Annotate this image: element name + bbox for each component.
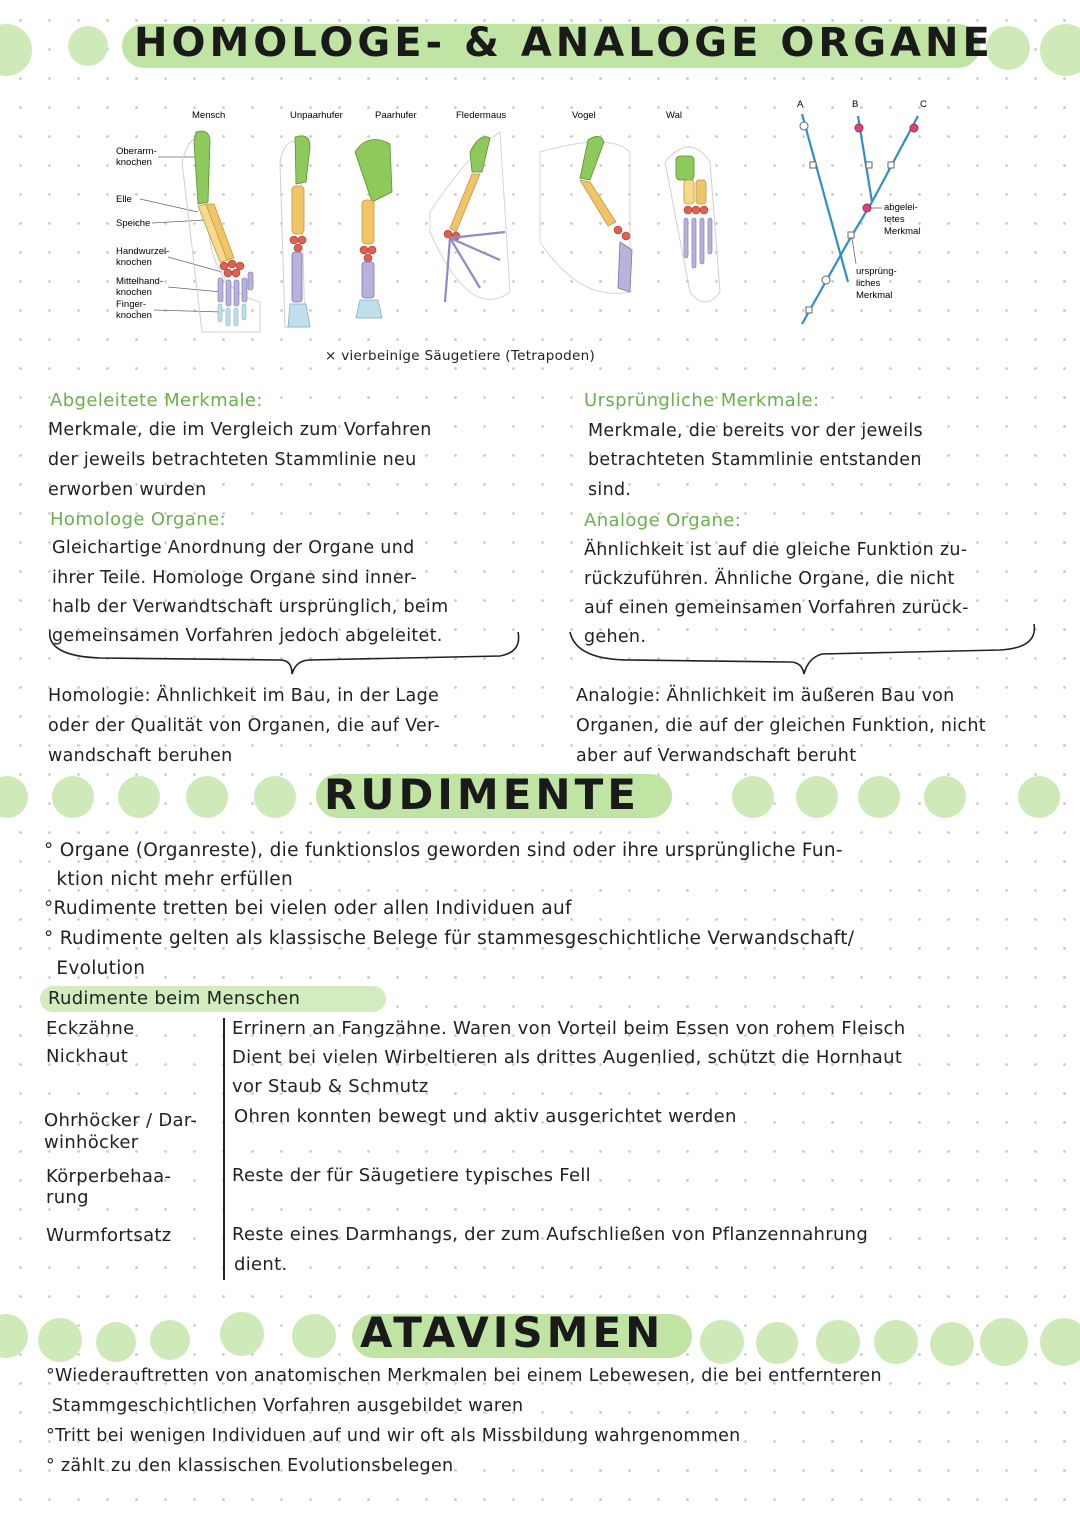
analog-title: Analoge Organe: — [584, 510, 742, 531]
rudiment-text: Reste eines Darmhangs, der zum Aufschließen von Pflanzennahrung — [232, 1224, 869, 1245]
rudiment-text: Dient bei vielen Wirbeltieren als drittes Augenlied, schützt die Hornhaut — [232, 1047, 903, 1068]
animal-name: Unpaarhufer — [290, 110, 343, 121]
section-dot — [0, 1314, 28, 1358]
tree-derived-label: Merkmal — [884, 226, 921, 237]
homolog-line: Gleichartige Anordnung der Organe und — [52, 538, 415, 558]
homolog-line: halb der Verwandtschaft ursprünglich, beim — [52, 597, 449, 617]
rudimente-bullet: ° Organe (Organreste), die funktionslos geworden sind oder ihre ursprüngliche Fun- — [44, 840, 843, 861]
rudiment-label: winhöcker — [44, 1132, 139, 1153]
section-dot — [52, 776, 94, 818]
section-dot — [796, 776, 838, 818]
atavismen-bullet: °Wiederauftretten von anatomischen Merkmalen bei einem Lebewesen, die bei entfernteren — [46, 1366, 882, 1386]
phylo-tree — [797, 99, 927, 324]
homolog-title: Homologe Organe: — [50, 509, 226, 530]
abgeleitet-line: erworben wurden — [48, 480, 207, 500]
homolog-line: ihrer Teile. Homologe Organe sind inner- — [52, 568, 417, 588]
rudimente-subtitle: Rudimente beim Menschen — [48, 988, 301, 1009]
human-arm — [182, 131, 260, 332]
bone-label: Handwurzel- — [116, 246, 170, 257]
tree-original-label: ursprüng- — [856, 266, 897, 277]
section-dot — [816, 1320, 860, 1364]
animal-name: Paarhufer — [375, 110, 417, 121]
bone-label: Elle — [116, 194, 132, 205]
tree-derived-label: abgelei- — [884, 202, 918, 213]
bat-wing — [430, 132, 510, 302]
atavismen-title: ATAVISMEN — [360, 1308, 665, 1357]
rudimente-bullet: ktion nicht mehr erfüllen — [44, 869, 294, 890]
homology-figure — [110, 92, 960, 342]
rudimente-bullet: ° Rudimente gelten als klassische Belege für stammesgeschichtliche Verwandschaft/ — [44, 928, 855, 949]
section-dot — [254, 776, 296, 818]
rudiment-label: Eckzähne — [46, 1018, 135, 1039]
section-dot — [980, 1318, 1028, 1366]
section-dot — [118, 776, 160, 818]
homolog-line: gemeinsamen Vorfahren jedoch abgeleitet. — [52, 626, 443, 646]
analogie-line: Analogie: Ähnlichkeit im äußeren Bau von — [576, 686, 955, 706]
analog-line: Ähnlichkeit ist auf die gleiche Funktion zu- — [584, 540, 968, 560]
rudiment-label: Körperbehaa- — [46, 1166, 172, 1187]
homologie-line: wandschaft beruhen — [48, 746, 233, 766]
animal-name: Fledermaus — [456, 110, 507, 121]
rudiment-label: Wurmfortsatz — [46, 1225, 172, 1246]
analog-line: auf einen gemeinsamen Vorfahren zurück- — [584, 598, 969, 618]
tree-taxon: C — [920, 99, 927, 110]
header-dot — [68, 26, 108, 66]
atavismen-bullet: Stammgeschichtlichen Vorfahren ausgebildet waren — [46, 1396, 524, 1416]
analogie-line: aber auf Verwandschaft beruht — [576, 746, 857, 766]
animal-name: Wal — [666, 110, 683, 121]
urspr-title: Ursprüngliche Merkmale: — [584, 390, 820, 411]
section-dot — [1018, 776, 1060, 818]
rudimente-bullet: Evolution — [44, 958, 146, 979]
tree-taxon: B — [852, 99, 859, 110]
section-dot — [732, 776, 774, 818]
rudiment-label: Ohrhöcker / Dar- — [44, 1110, 198, 1131]
rudimente-bullet: °Rudimente tretten bei vielen oder allen Individuen auf — [44, 898, 572, 919]
atavismen-bullet: °Tritt bei wenigen Individuen auf und wir oft als Missbildung wahrgenommen — [46, 1426, 741, 1446]
urspr-line: sind. — [588, 480, 632, 500]
rudiment-label: rung — [46, 1187, 89, 1208]
abgeleitet-title: Abgeleitete Merkmale: — [50, 390, 263, 411]
page-title: HOMOLOGE- & ANALOGE ORGANE — [134, 20, 994, 66]
rudimente-title: RUDIMENTE — [324, 770, 640, 819]
animal-name: Mensch — [192, 110, 226, 121]
section-dot — [930, 1322, 974, 1366]
abgeleitet-line: Merkmale, die im Vergleich zum Vorfahren — [48, 420, 432, 440]
rudiment-text: Ohren konnten bewegt und aktiv ausgerichtet werden — [234, 1106, 737, 1127]
bone-label: knochen — [116, 310, 152, 321]
section-dot — [924, 776, 966, 818]
tree-original-label: Merkmal — [856, 290, 893, 301]
homologie-line: Homologie: Ähnlichkeit im Bau, in der Lage — [48, 686, 440, 706]
bird-wing — [540, 136, 632, 293]
analog-brace — [560, 618, 1050, 678]
homology-figure-svg — [110, 92, 960, 342]
table-divider — [223, 1018, 225, 1280]
rudiment-text: Reste der für Säugetiere typisches Fell — [232, 1165, 591, 1186]
ox-leg — [355, 140, 392, 319]
analog-line: gehen. — [584, 627, 647, 647]
section-dot — [858, 776, 900, 818]
bone-label: knochen — [116, 287, 152, 298]
bone-label: Oberarm- — [116, 146, 157, 157]
bone-label: knochen — [116, 157, 152, 168]
bone-label: Speiche — [116, 218, 151, 229]
bone-label: knochen — [116, 257, 152, 268]
section-dot — [0, 776, 28, 818]
bone-label: Mittelhand- — [116, 276, 163, 287]
horse-leg — [280, 136, 310, 327]
tree-derived-label: tetes — [884, 214, 905, 225]
section-dot — [38, 1318, 82, 1362]
section-dot — [96, 1322, 136, 1362]
atavismen-bullet: ° zählt zu den klassischen Evolutionsbelegen — [46, 1456, 454, 1476]
tree-taxon: A — [797, 99, 804, 110]
section-dot — [874, 1320, 918, 1364]
whale-flipper — [665, 147, 720, 302]
rudiment-text: dient. — [234, 1254, 288, 1275]
section-dot — [1040, 1318, 1080, 1366]
tree-original-label: liches — [856, 278, 881, 289]
section-dot — [292, 1314, 336, 1358]
analog-line: rückzuführen. Ähnliche Organe, die nicht — [584, 569, 955, 589]
homolog-brace — [40, 622, 540, 682]
section-dot — [756, 1322, 798, 1364]
animal-name: Vogel — [572, 110, 596, 121]
rudiment-text: vor Staub & Schmutz — [232, 1076, 429, 1097]
abgeleitet-line: der jeweils betrachteten Stammlinie neu — [48, 450, 417, 470]
bone-label: Finger- — [116, 299, 147, 310]
rudiment-label: Nickhaut — [46, 1046, 129, 1067]
urspr-line: betrachteten Stammlinie entstanden — [588, 450, 922, 470]
section-dot — [186, 776, 228, 818]
header-dot — [1040, 24, 1080, 76]
section-dot — [150, 1320, 190, 1360]
homologie-line: oder der Qualität von Organen, die auf Ver- — [48, 716, 441, 736]
urspr-line: Merkmale, die bereits vor der jeweils — [588, 421, 923, 441]
section-dot — [700, 1320, 744, 1364]
section-dot — [220, 1312, 264, 1356]
figure-caption: × vierbeinige Säugetiere (Tetrapoden) — [325, 348, 596, 364]
analogie-line: Organen, die auf der gleichen Funktion, nicht — [576, 716, 986, 736]
rudiment-text: Errinern an Fangzähne. Waren von Vorteil beim Essen von rohem Fleisch — [232, 1018, 906, 1039]
header-dot — [0, 24, 32, 76]
